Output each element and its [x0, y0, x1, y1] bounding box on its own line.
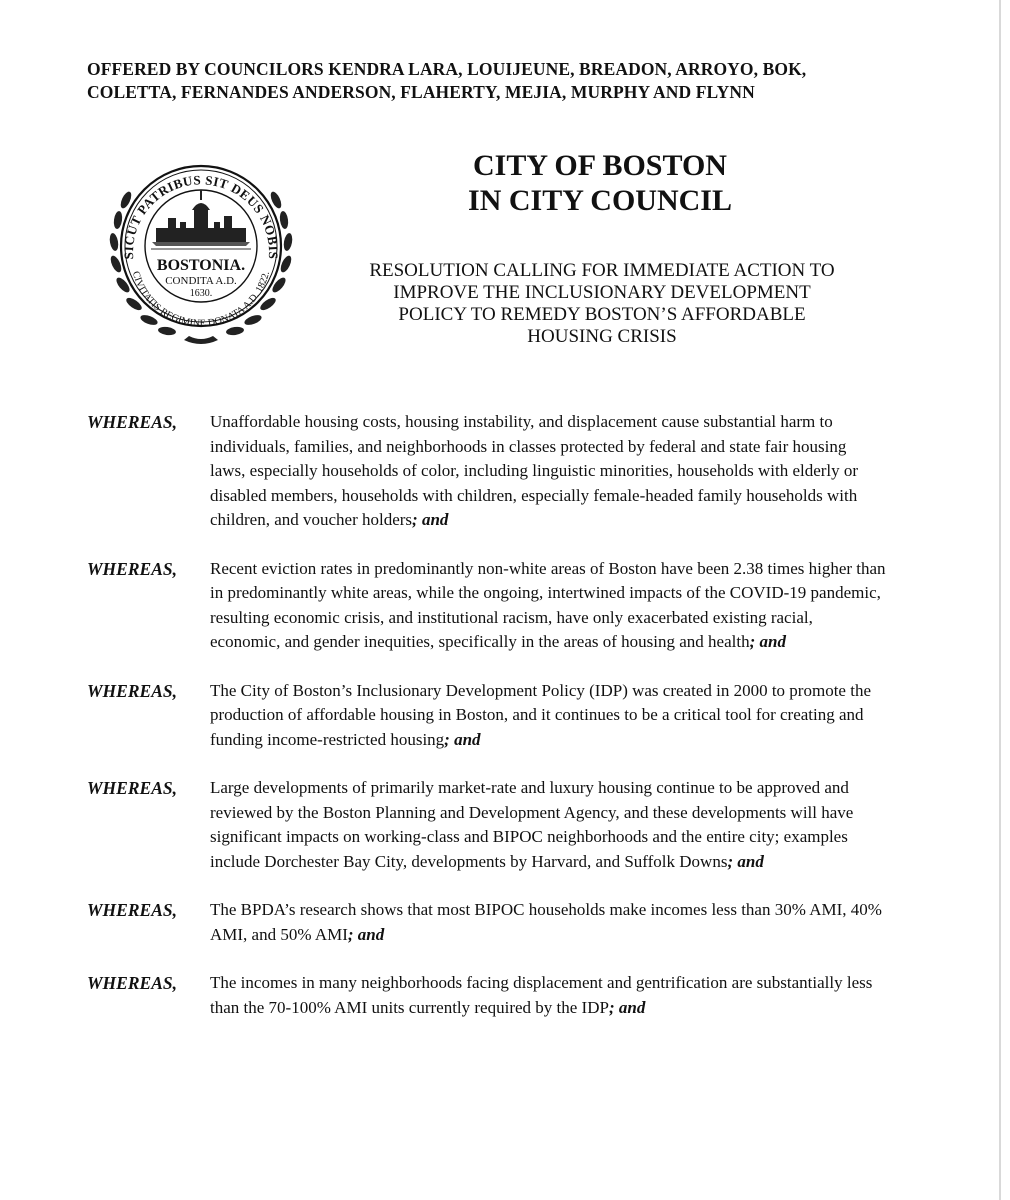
- whereas-label: WHEREAS,: [87, 412, 177, 432]
- whereas-clause: [87, 776, 887, 874]
- resolution-title-line-3: POLICY TO REMEDY BOSTON’S AFFORDABLE: [398, 304, 806, 325]
- whereas-text: Large developments of primarily market-rate and luxury housing continue to be approved and reviewed by the Boston Planning and Development Agency, and these developments will have significant impacts on working-class and BIPOC neighborhoods and the entire city; examples include Dorchester Bay City, developments by Harvard, and Suffolk Downs; and: [210, 778, 854, 871]
- whereas-label: WHEREAS,: [87, 973, 177, 993]
- resolution-title: [320, 260, 884, 348]
- whereas-label: WHEREAS,: [87, 778, 177, 798]
- resolution-title-line-1: RESOLUTION CALLING FOR IMMEDIATE ACTION TO: [369, 260, 835, 281]
- seal-founded: CONDITA A.D.: [165, 275, 237, 287]
- whereas-clause: [87, 557, 887, 655]
- title-line-2: IN CITY COUNCIL: [468, 184, 732, 217]
- offered-by: OFFERED BY COUNCILORS KENDRA LARA, LOUIJEUNE, BREADON, ARROYO, BOK, COLETTA, FERNANDES ANDERSON, FLAHERTY, MEJIA, MURPHY AND FLYNN: [87, 59, 807, 102]
- city-seal: [96, 146, 306, 356]
- whereas-text: The City of Boston’s Inclusionary Development Policy (IDP) was created in 2000 to promote the production of affordable housing in Boston, and it continues to be a critical tool for creating and funding income-restricted housing; and: [210, 680, 871, 749]
- whereas-text: Recent eviction rates in predominantly non-white areas of Boston have been 2.38 times higher than in predominantly white areas, while the ongoing, intertwined impacts of the COVID-19 pandemic, resulting economic crisis, and institutional racism, have only exacerbated existing racial, economic, and gender inequities, specifically in the areas of housing and health; and: [210, 558, 886, 651]
- city-skyline-icon: [151, 190, 251, 249]
- title-line-1: CITY OF BOSTON: [473, 149, 727, 182]
- whereas-label: WHEREAS,: [87, 680, 177, 701]
- resolution-title-line-2: IMPROVE THE INCLUSIONARY DEVELOPMENT: [393, 282, 811, 303]
- seal-motto: SICUT PATRIBUS SIT DEUS NOBIS: [120, 172, 282, 260]
- whereas-clause: [87, 410, 887, 533]
- council-title: [400, 148, 800, 218]
- seal-year: 1630.: [189, 288, 213, 299]
- whereas-label: WHEREAS,: [87, 900, 177, 920]
- resolution-title-line-4: HOUSING CRISIS: [527, 326, 677, 347]
- whereas-clause: [87, 971, 887, 1020]
- whereas-label: WHEREAS,: [87, 558, 177, 579]
- seal-motto-bottom: CIVITATIS REGIMINE DONATA A.D. 1822.: [129, 270, 273, 330]
- whereas-text: Unaffordable housing costs, housing instability, and displacement cause substantial harm to individuals, families, and neighborhoods in classes protected by federal and state fair housing laws, especially households of color, including linguistic minorities, households with elderly or disabled members, households with children, especially female-headed family households with children, and voucher holders; and: [210, 412, 859, 529]
- whereas-text: The BPDA’s research shows that most BIPOC households make incomes less than 30% AMI, 40% AMI, and 50% AMI; and: [210, 900, 882, 944]
- whereas-clause: [87, 898, 887, 947]
- seal-name: BOSTONIA.: [156, 257, 246, 274]
- whereas-text: The incomes in many neighborhoods facing displacement and gentrification are substantially less than the 70-100% AMI units currently required by the IDP; and: [210, 973, 873, 1017]
- whereas-clause: [87, 679, 887, 753]
- whereas-clauses: [87, 410, 887, 1044]
